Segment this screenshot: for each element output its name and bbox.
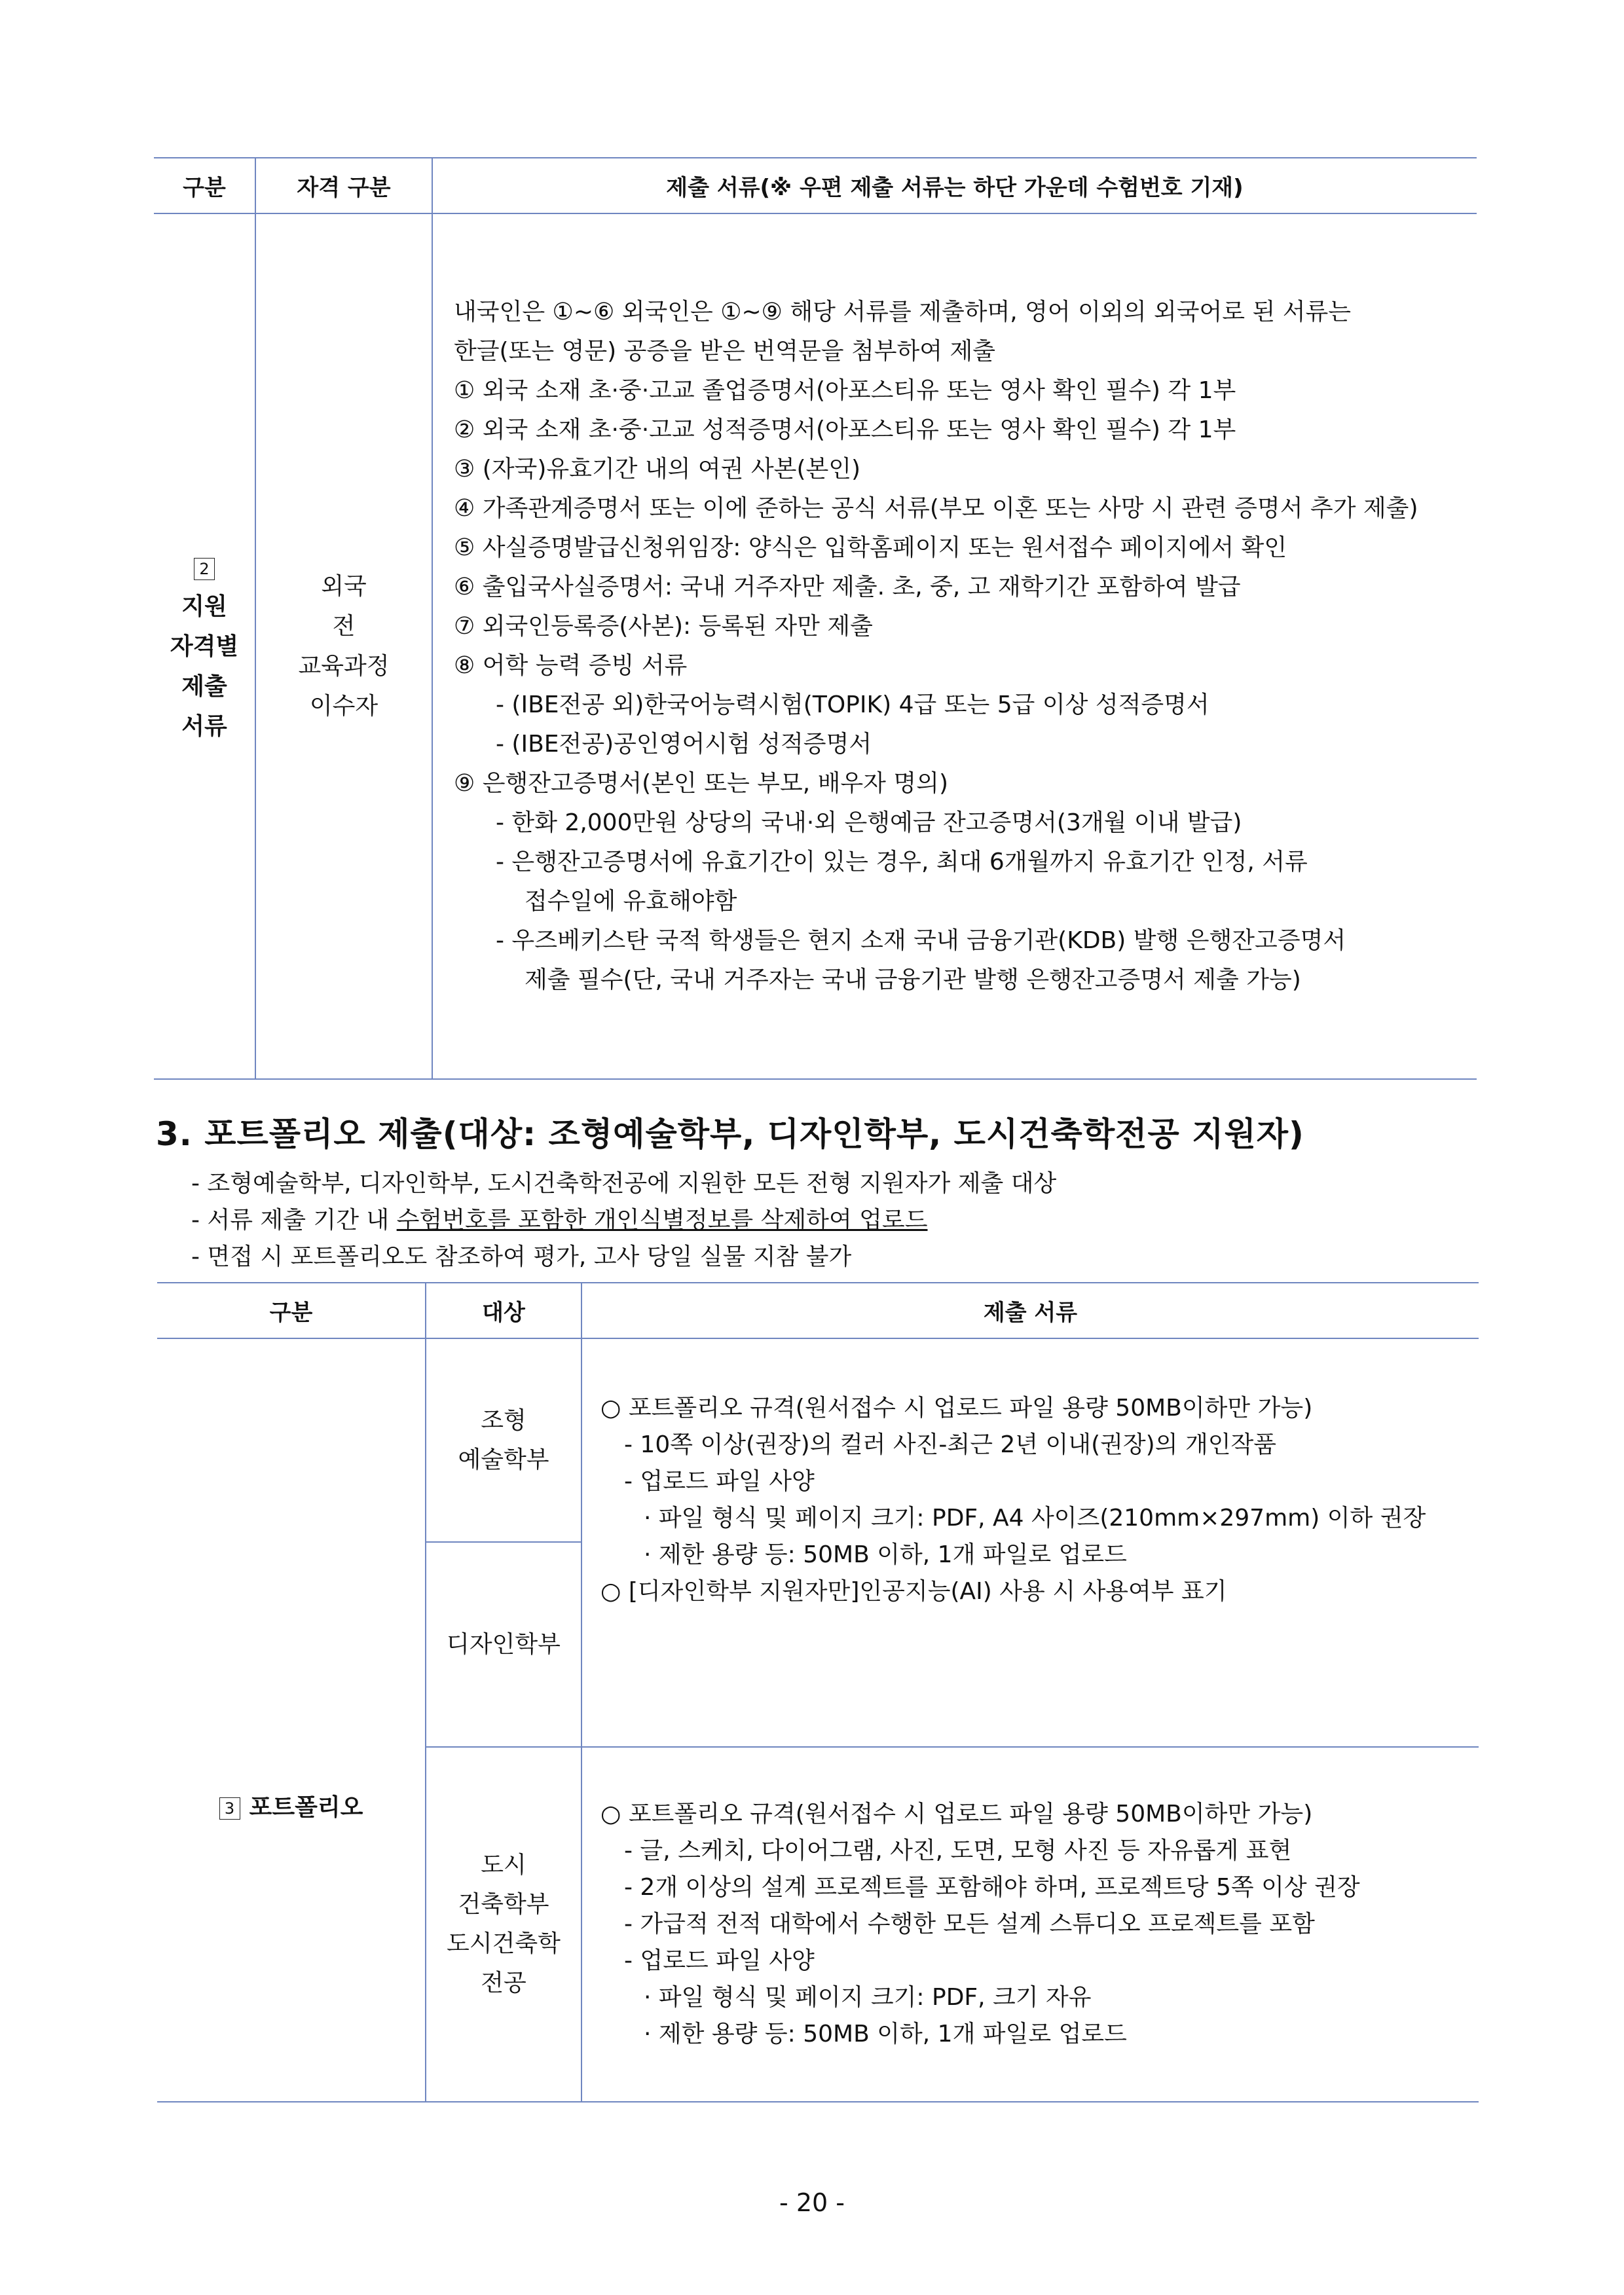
bullet-item bbox=[191, 1202, 1056, 1239]
target-line: 건축학부 bbox=[458, 1891, 549, 1918]
bullet-text: - 서류 제출 기간 내 bbox=[191, 1207, 397, 1234]
documents-cell bbox=[432, 213, 1477, 1079]
document-subitem: - 2개 이상의 설계 프로젝트를 포함해야 하며, 프로젝트당 5쪽 이상 권장 bbox=[624, 1874, 1360, 1901]
document-subitem: - 10쪽 이상(권장)의 컬러 사진-최근 2년 이내(권장)의 개인작품 bbox=[624, 1431, 1277, 1458]
bullet-item: - 면접 시 포트폴리오도 참조하여 평가, 고사 당일 실물 지참 불가 bbox=[191, 1243, 852, 1270]
header-category: 구분 bbox=[157, 1283, 426, 1338]
document-item: ⑥ 출입국사실증명서: 국내 거주자만 제출. 초, 중, 고 재학기간 포함하여 발급 bbox=[454, 574, 1241, 600]
portfolio-category-cell bbox=[157, 1338, 426, 2102]
document-subitem: - 한화 2,000만원 상당의 국내·외 은행예금 잔고증명서(3개월 이내 발급) bbox=[496, 809, 1242, 836]
target-line: 조형 bbox=[481, 1406, 526, 1434]
document-item: ⑨ 은행잔고증명서(본인 또는 부모, 배우자 명의) bbox=[454, 770, 948, 797]
documents-list bbox=[454, 293, 1477, 1000]
documents-list bbox=[600, 1796, 1479, 2053]
document-subitem: · 제한 용량 등: 50MB 이하, 1개 파일로 업로드 bbox=[644, 2021, 1127, 2047]
target-fine-arts bbox=[426, 1338, 581, 1542]
target-line: 전공 bbox=[481, 1970, 526, 1996]
qualification-documents-table bbox=[154, 157, 1477, 1080]
qualification-line: 외국 bbox=[321, 573, 367, 600]
document-subitem: · 제한 용량 등: 50MB 이하, 1개 파일로 업로드 bbox=[644, 1541, 1127, 1568]
header-target: 대상 bbox=[426, 1283, 581, 1338]
documents-cell-b bbox=[581, 1747, 1479, 2102]
category-line: 자격별 bbox=[170, 633, 239, 660]
qualification-cell bbox=[255, 213, 432, 1079]
qualification-line: 교육과정 bbox=[298, 653, 390, 680]
document-item: ① 외국 소재 초·중·고교 졸업증명서(아포스티유 또는 영사 확인 필수) 각 1부 bbox=[454, 377, 1236, 404]
target-line: 도시건축학 bbox=[447, 1930, 561, 1957]
document-item: ○ 포트폴리오 규격(원서접수 시 업로드 파일 용량 50MB이하만 가능) bbox=[600, 1395, 1313, 1422]
document-item: ⑦ 외국인등록증(사본): 등록된 자만 제출 bbox=[454, 613, 873, 640]
header-documents: 제출 서류(※ 우편 제출 서류는 하단 가운데 수험번호 기재) bbox=[432, 158, 1477, 213]
document-item: 한글(또는 영문) 공증을 받은 번역문을 첨부하여 제출 bbox=[454, 338, 996, 365]
document-item: ⑤ 사실증명발급신청위임장: 양식은 입학홈페이지 또는 원서접수 페이지에서 확인 bbox=[454, 534, 1287, 561]
target-line: 도시 bbox=[481, 1852, 526, 1879]
document-subitem: 접수일에 유효해야함 bbox=[525, 888, 737, 915]
document-item: ⑧ 어학 능력 증빙 서류 bbox=[454, 652, 688, 679]
document-subitem: - 은행잔고증명서에 유효기간이 있는 경우, 최대 6개월까지 유효기간 인정, 서류 bbox=[496, 849, 1308, 875]
target-line: 예술학부 bbox=[458, 1446, 549, 1473]
bullet-item: - 조형예술학부, 디자인학부, 도시건축학전공에 지원한 모든 전형 지원자가 제출 대상 bbox=[191, 1170, 1057, 1197]
document-item: ③ (자국)유효기간 내의 여권 사본(본인) bbox=[454, 456, 861, 483]
document-item: ④ 가족관계증명서 또는 이에 준하는 공식 서류(부모 이혼 또는 사망 시 관련 증명서 추가 제출) bbox=[454, 495, 1418, 522]
qualification-line: 전 bbox=[332, 613, 356, 640]
category-line: 서류 bbox=[181, 712, 227, 740]
document-subitem: · 파일 형식 및 페이지 크기: PDF, A4 사이즈(210mm×297mm) 이하 권장 bbox=[644, 1505, 1426, 1532]
header-category: 구분 bbox=[154, 158, 255, 213]
table-row bbox=[157, 1338, 1479, 1542]
category-number-box: 2 bbox=[194, 558, 215, 580]
target-line: 디자인학부 bbox=[447, 1630, 561, 1658]
documents-list bbox=[600, 1390, 1479, 1610]
category-line: 지원 bbox=[181, 593, 227, 620]
portfolio-table bbox=[157, 1282, 1479, 2102]
document-item: ○ [디자인학부 지원자만]인공지능(AI) 사용 시 사용여부 표기 bbox=[600, 1578, 1227, 1605]
documents-cell-a bbox=[581, 1338, 1479, 1747]
table-row bbox=[154, 213, 1477, 1079]
category-number-box: 3 bbox=[219, 1797, 240, 1820]
document-subitem: 제출 필수(단, 국내 거주자는 국내 금융기관 발행 은행잔고증명서 제출 가능) bbox=[525, 966, 1301, 993]
document-subitem: - (IBE전공)공인영어시험 성적증명서 bbox=[496, 731, 872, 758]
table-header-row bbox=[157, 1283, 1479, 1338]
header-documents: 제출 서류 bbox=[581, 1283, 1479, 1338]
document-subitem: · 파일 형식 및 페이지 크기: PDF, 크기 자유 bbox=[644, 1984, 1092, 2011]
document-subitem: - (IBE전공 외)한국어능력시험(TOPIK) 4급 또는 5급 이상 성적증명서 bbox=[496, 691, 1209, 718]
page-number: - 20 - bbox=[779, 2188, 845, 2217]
document-subitem: - 우즈베키스탄 국적 학생들은 현지 소재 국내 금융기관(KDB) 발행 은행잔고증명서 bbox=[496, 927, 1346, 954]
category-line: 제출 bbox=[181, 672, 227, 700]
document-item: ○ 포트폴리오 규격(원서접수 시 업로드 파일 용량 50MB이하만 가능) bbox=[600, 1801, 1313, 1827]
document-subitem: - 가급적 전적 대학에서 수행한 모든 설계 스튜디오 프로젝트를 포함 bbox=[624, 1911, 1315, 1937]
document-subitem: - 글, 스케치, 다이어그램, 사진, 도면, 모형 사진 등 자유롭게 표현 bbox=[624, 1837, 1292, 1864]
document-item: ② 외국 소재 초·중·고교 성적증명서(아포스티유 또는 영사 확인 필수) 각 1부 bbox=[454, 416, 1236, 443]
category-label: 포트폴리오 bbox=[249, 1793, 363, 1821]
header-qualification: 자격 구분 bbox=[255, 158, 432, 213]
bullet-underlined-text: 수험번호를 포함한 개인식별정보를 삭제하여 업로드 bbox=[396, 1207, 928, 1234]
section-title: 3. 포트폴리오 제출(대상: 조형예술학부, 디자인학부, 도시건축학전공 지원자) bbox=[156, 1115, 1304, 1153]
target-architecture bbox=[426, 1747, 581, 2102]
category-cell bbox=[154, 213, 255, 1079]
qualification-line: 이수자 bbox=[309, 693, 378, 720]
table-header-row bbox=[154, 158, 1477, 213]
target-design bbox=[426, 1542, 581, 1747]
document-item: 내국인은 ①~⑥ 외국인은 ①~⑨ 해당 서류를 제출하며, 영어 이외의 외국어로 된 서류는 bbox=[454, 299, 1352, 325]
document-subitem: - 업로드 파일 사양 bbox=[624, 1468, 815, 1495]
document-subitem: - 업로드 파일 사양 bbox=[624, 1947, 815, 1974]
section-bullets bbox=[191, 1166, 1056, 1276]
